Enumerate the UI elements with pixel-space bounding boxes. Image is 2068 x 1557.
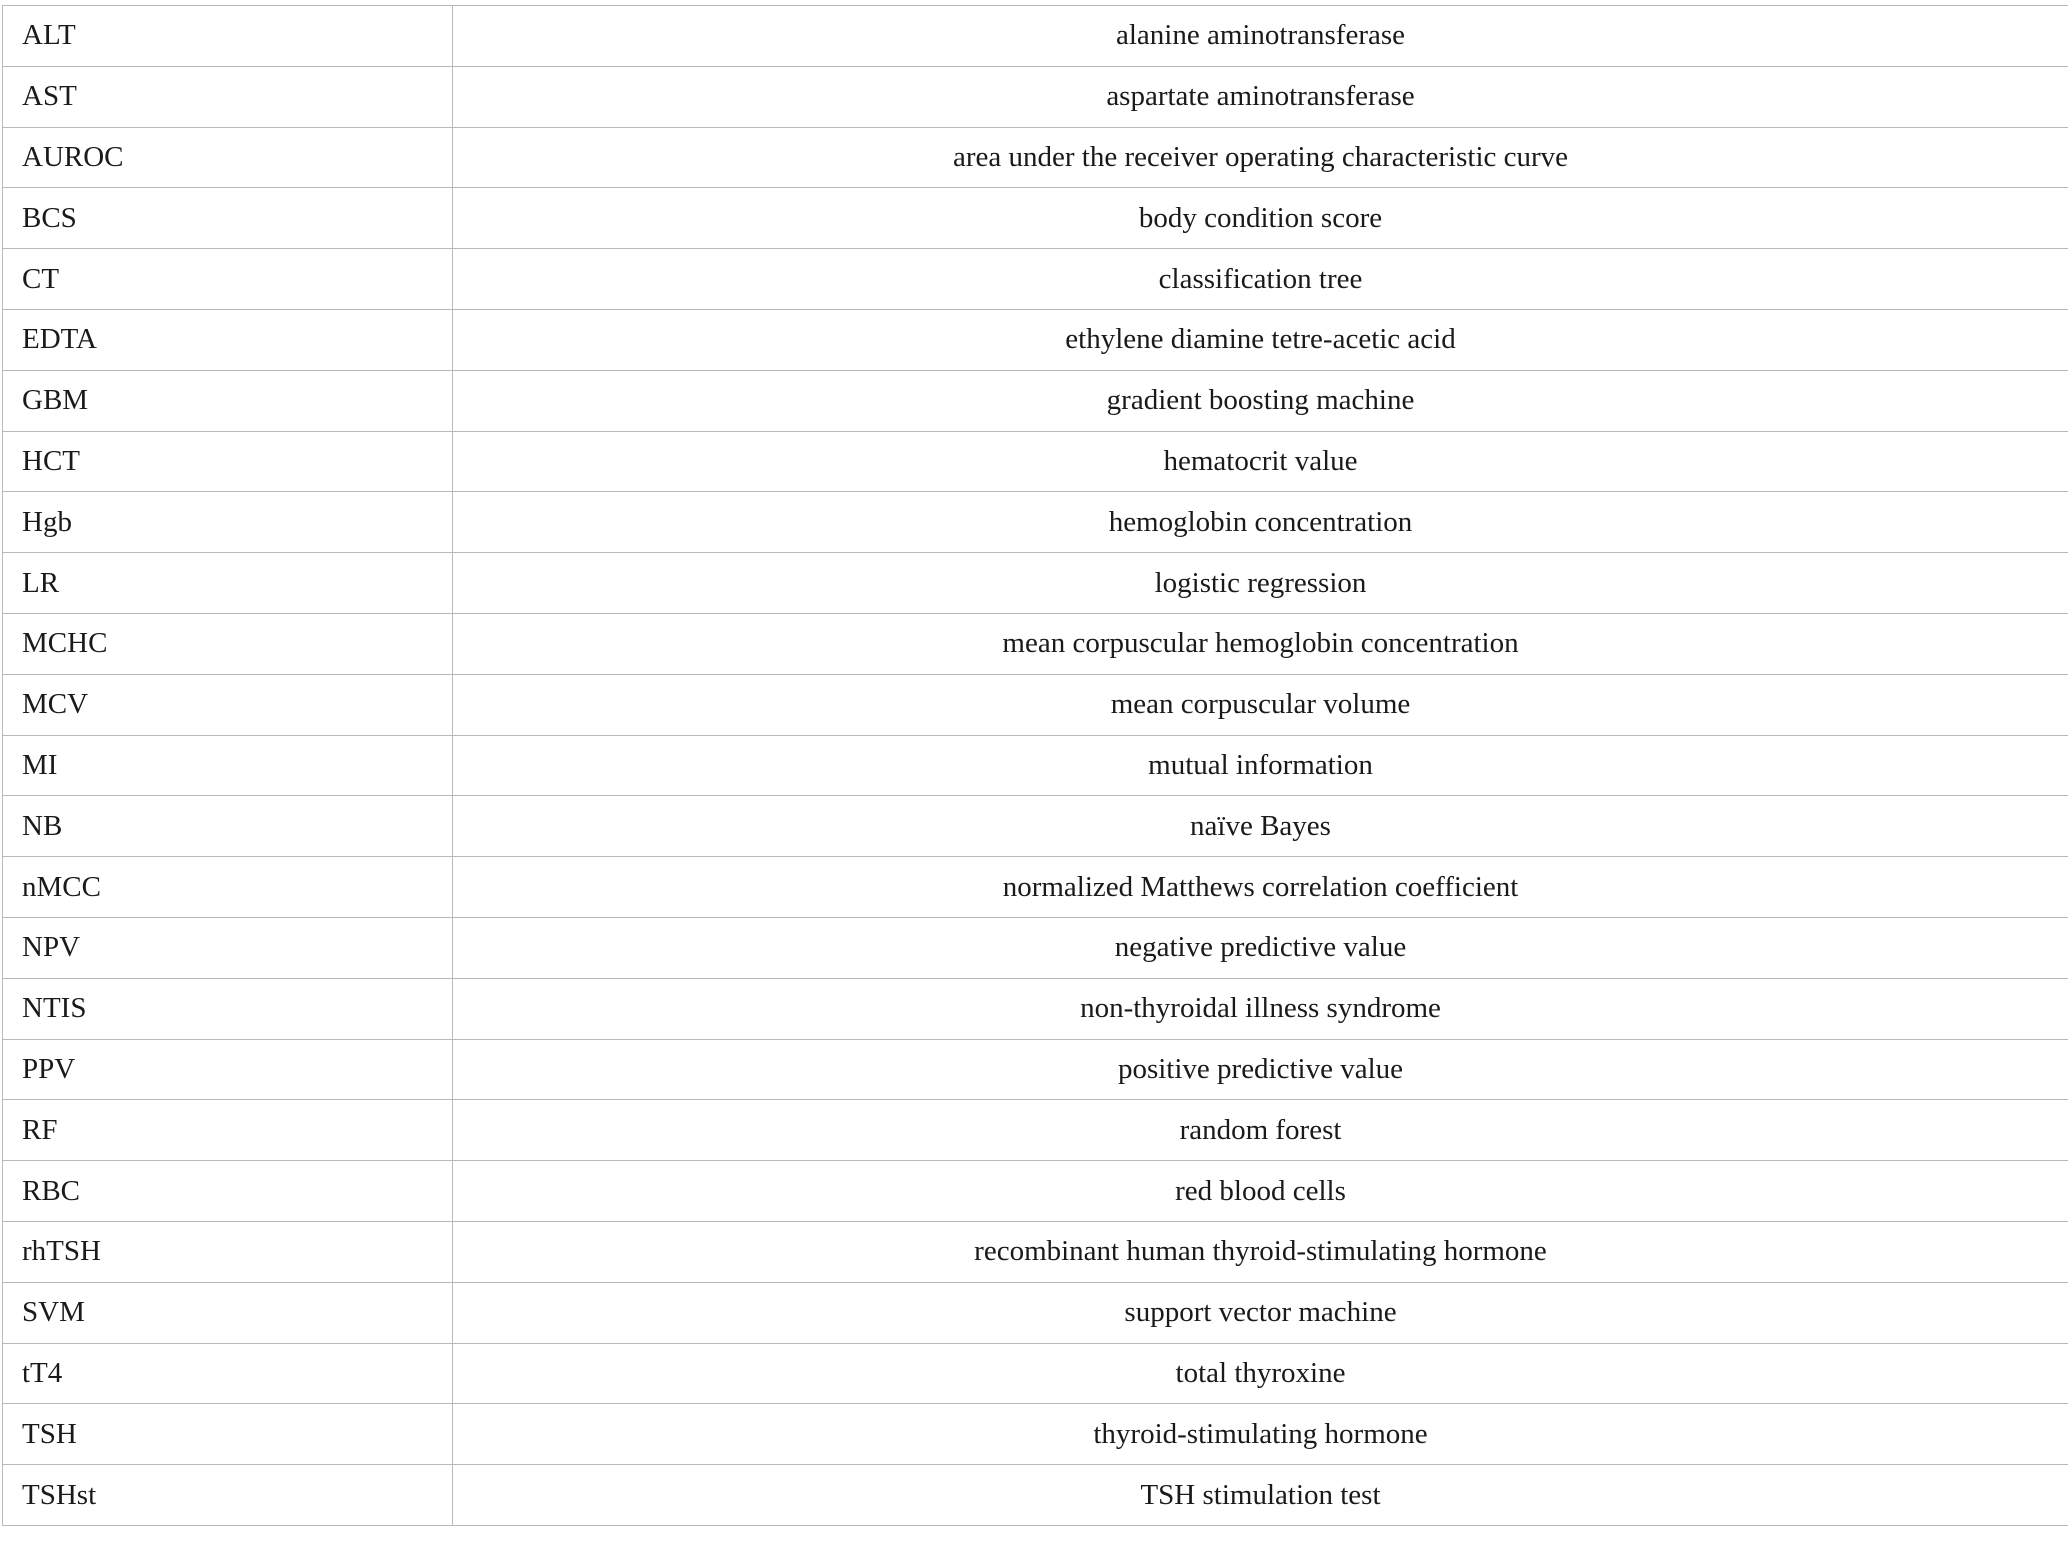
- abbreviation-cell: NTIS: [3, 978, 453, 1039]
- definition-cell: total thyroxine: [453, 1343, 2068, 1404]
- table-row: [3, 1282, 2068, 1343]
- abbreviation-cell: RF: [3, 1100, 453, 1161]
- table-row: [3, 1039, 2068, 1100]
- table-row: [3, 370, 2068, 431]
- table-row: [3, 127, 2068, 188]
- definition-cell: ethylene diamine tetre-acetic acid: [453, 309, 2068, 370]
- abbreviation-cell: CT: [3, 249, 453, 310]
- abbreviation-cell: MCHC: [3, 613, 453, 674]
- table-row: [3, 6, 2068, 67]
- definition-cell: normalized Matthews correlation coefficient: [453, 857, 2068, 918]
- table-row: [3, 188, 2068, 249]
- abbreviation-cell: LR: [3, 553, 453, 614]
- definition-cell: thyroid-stimulating hormone: [453, 1404, 2068, 1465]
- definition-cell: area under the receiver operating characteristic curve: [453, 127, 2068, 188]
- abbreviation-cell: NPV: [3, 917, 453, 978]
- abbreviations-table-container: [2, 5, 2068, 1526]
- definition-cell: non-thyroidal illness syndrome: [453, 978, 2068, 1039]
- definition-cell: TSH stimulation test: [453, 1465, 2068, 1526]
- table-row: [3, 309, 2068, 370]
- abbreviation-cell: NB: [3, 796, 453, 857]
- abbreviation-cell: rhTSH: [3, 1221, 453, 1282]
- definition-cell: mutual information: [453, 735, 2068, 796]
- table-row: [3, 431, 2068, 492]
- table-row: [3, 613, 2068, 674]
- abbreviation-cell: ALT: [3, 6, 453, 67]
- definition-cell: random forest: [453, 1100, 2068, 1161]
- abbreviation-cell: MCV: [3, 674, 453, 735]
- definition-cell: aspartate aminotransferase: [453, 66, 2068, 127]
- abbreviation-cell: EDTA: [3, 309, 453, 370]
- definition-cell: body condition score: [453, 188, 2068, 249]
- abbreviation-cell: TSH: [3, 1404, 453, 1465]
- table-row: [3, 1404, 2068, 1465]
- table-row: [3, 1465, 2068, 1526]
- table-row: [3, 1221, 2068, 1282]
- definition-cell: classification tree: [453, 249, 2068, 310]
- abbreviation-cell: SVM: [3, 1282, 453, 1343]
- table-row: [3, 66, 2068, 127]
- definition-cell: alanine aminotransferase: [453, 6, 2068, 67]
- definition-cell: red blood cells: [453, 1161, 2068, 1222]
- abbreviation-cell: AST: [3, 66, 453, 127]
- abbreviation-cell: MI: [3, 735, 453, 796]
- table-row: [3, 735, 2068, 796]
- definition-cell: naïve Bayes: [453, 796, 2068, 857]
- table-row: [3, 674, 2068, 735]
- abbreviation-cell: AUROC: [3, 127, 453, 188]
- table-row: [3, 553, 2068, 614]
- definition-cell: hemoglobin concentration: [453, 492, 2068, 553]
- abbreviation-cell: BCS: [3, 188, 453, 249]
- abbreviations-table-body: [3, 6, 2068, 1526]
- abbreviation-cell: TSHst: [3, 1465, 453, 1526]
- table-row: [3, 978, 2068, 1039]
- abbreviations-table: [2, 5, 2068, 1526]
- abbreviation-cell: Hgb: [3, 492, 453, 553]
- definition-cell: gradient boosting machine: [453, 370, 2068, 431]
- table-row: [3, 249, 2068, 310]
- definition-cell: logistic regression: [453, 553, 2068, 614]
- abbreviation-cell: HCT: [3, 431, 453, 492]
- definition-cell: support vector machine: [453, 1282, 2068, 1343]
- abbreviation-cell: RBC: [3, 1161, 453, 1222]
- table-row: [3, 1343, 2068, 1404]
- table-row: [3, 796, 2068, 857]
- abbreviation-cell: GBM: [3, 370, 453, 431]
- abbreviation-cell: PPV: [3, 1039, 453, 1100]
- table-row: [3, 1161, 2068, 1222]
- definition-cell: negative predictive value: [453, 917, 2068, 978]
- table-row: [3, 857, 2068, 918]
- definition-cell: recombinant human thyroid-stimulating hormone: [453, 1221, 2068, 1282]
- definition-cell: positive predictive value: [453, 1039, 2068, 1100]
- definition-cell: mean corpuscular volume: [453, 674, 2068, 735]
- table-row: [3, 917, 2068, 978]
- abbreviation-cell: nMCC: [3, 857, 453, 918]
- table-row: [3, 1100, 2068, 1161]
- abbreviation-cell: tT4: [3, 1343, 453, 1404]
- definition-cell: hematocrit value: [453, 431, 2068, 492]
- table-row: [3, 492, 2068, 553]
- definition-cell: mean corpuscular hemoglobin concentration: [453, 613, 2068, 674]
